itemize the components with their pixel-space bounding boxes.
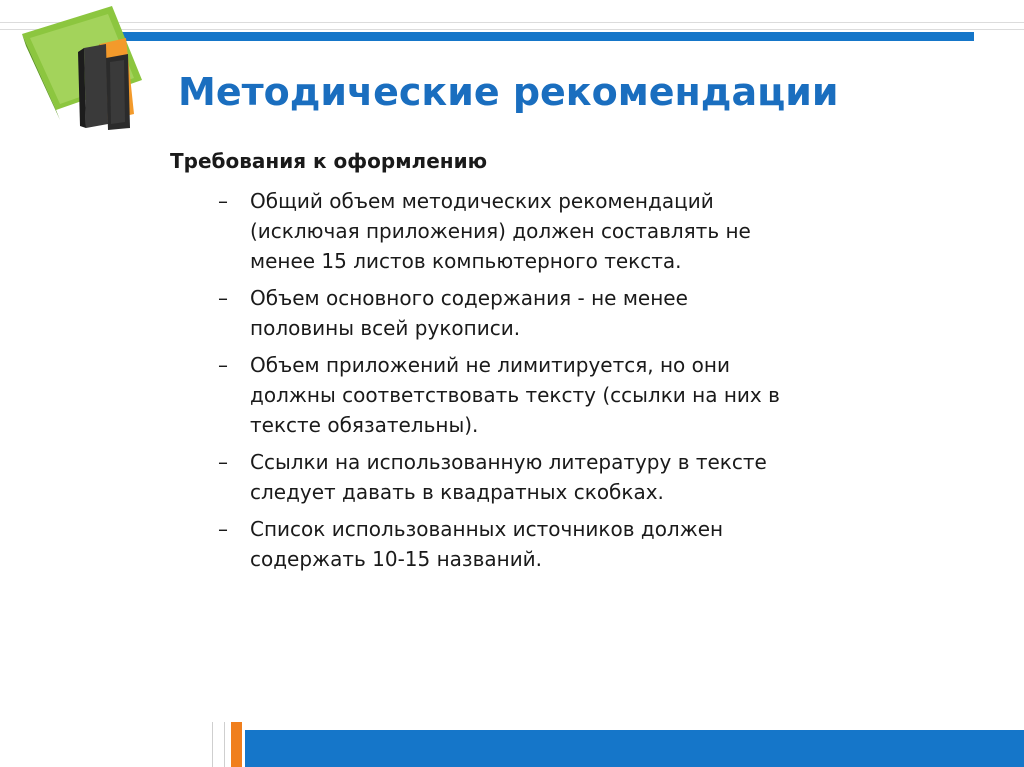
books-icon (4, 2, 164, 132)
bullet-text-line: Общий объем методических рекомендаций (250, 189, 714, 213)
bullet-text-line: Объем приложений не лимитируется, но они (250, 353, 730, 377)
bullet-item (170, 514, 950, 574)
bullet-text-line: (исключая приложения) должен составлять не (250, 219, 751, 243)
bullet-text-line: Список использованных источников должен (250, 517, 724, 541)
bullet-item (170, 186, 950, 276)
slide-title: Методические рекомендации (178, 70, 839, 114)
content-area (170, 146, 950, 581)
bullet-dash: – (218, 189, 228, 213)
footer-orange-block (231, 722, 242, 767)
bullet-text-line: содержать 10-15 названий. (250, 547, 543, 571)
bullet-item (170, 447, 950, 507)
bullet-dash: – (218, 353, 228, 377)
bullet-item (170, 350, 950, 440)
bullet-dash: – (218, 286, 228, 310)
bullet-text-line: половины всей рукописи. (250, 316, 521, 340)
footer-blue-block (245, 730, 1024, 767)
footer-divider-line (224, 722, 225, 767)
bullet-text-line: Ссылки на использованную литературу в тексте (250, 450, 767, 474)
bullet-list (170, 186, 950, 574)
bullet-text-line: должны соответствовать тексту (ссылки на них в (250, 383, 780, 407)
bullet-text-line: менее 15 листов компьютерного текста. (250, 249, 682, 273)
bullet-text-line: тексте обязательны). (250, 413, 479, 437)
bullet-item (170, 283, 950, 343)
dark-book-2-shine (110, 60, 125, 124)
footer-bar (0, 722, 1024, 767)
bullet-dash: – (218, 517, 228, 541)
section-heading: Требования к оформлению (170, 149, 488, 173)
bullet-text-line: Объем основного содержания - не менее (250, 286, 688, 310)
top-accent-bar (88, 32, 974, 41)
dark-book-1 (84, 44, 108, 128)
bullet-text-line: следует давать в квадратных скобках. (250, 480, 664, 504)
footer-divider-line (212, 722, 213, 767)
bullet-dash: – (218, 450, 228, 474)
